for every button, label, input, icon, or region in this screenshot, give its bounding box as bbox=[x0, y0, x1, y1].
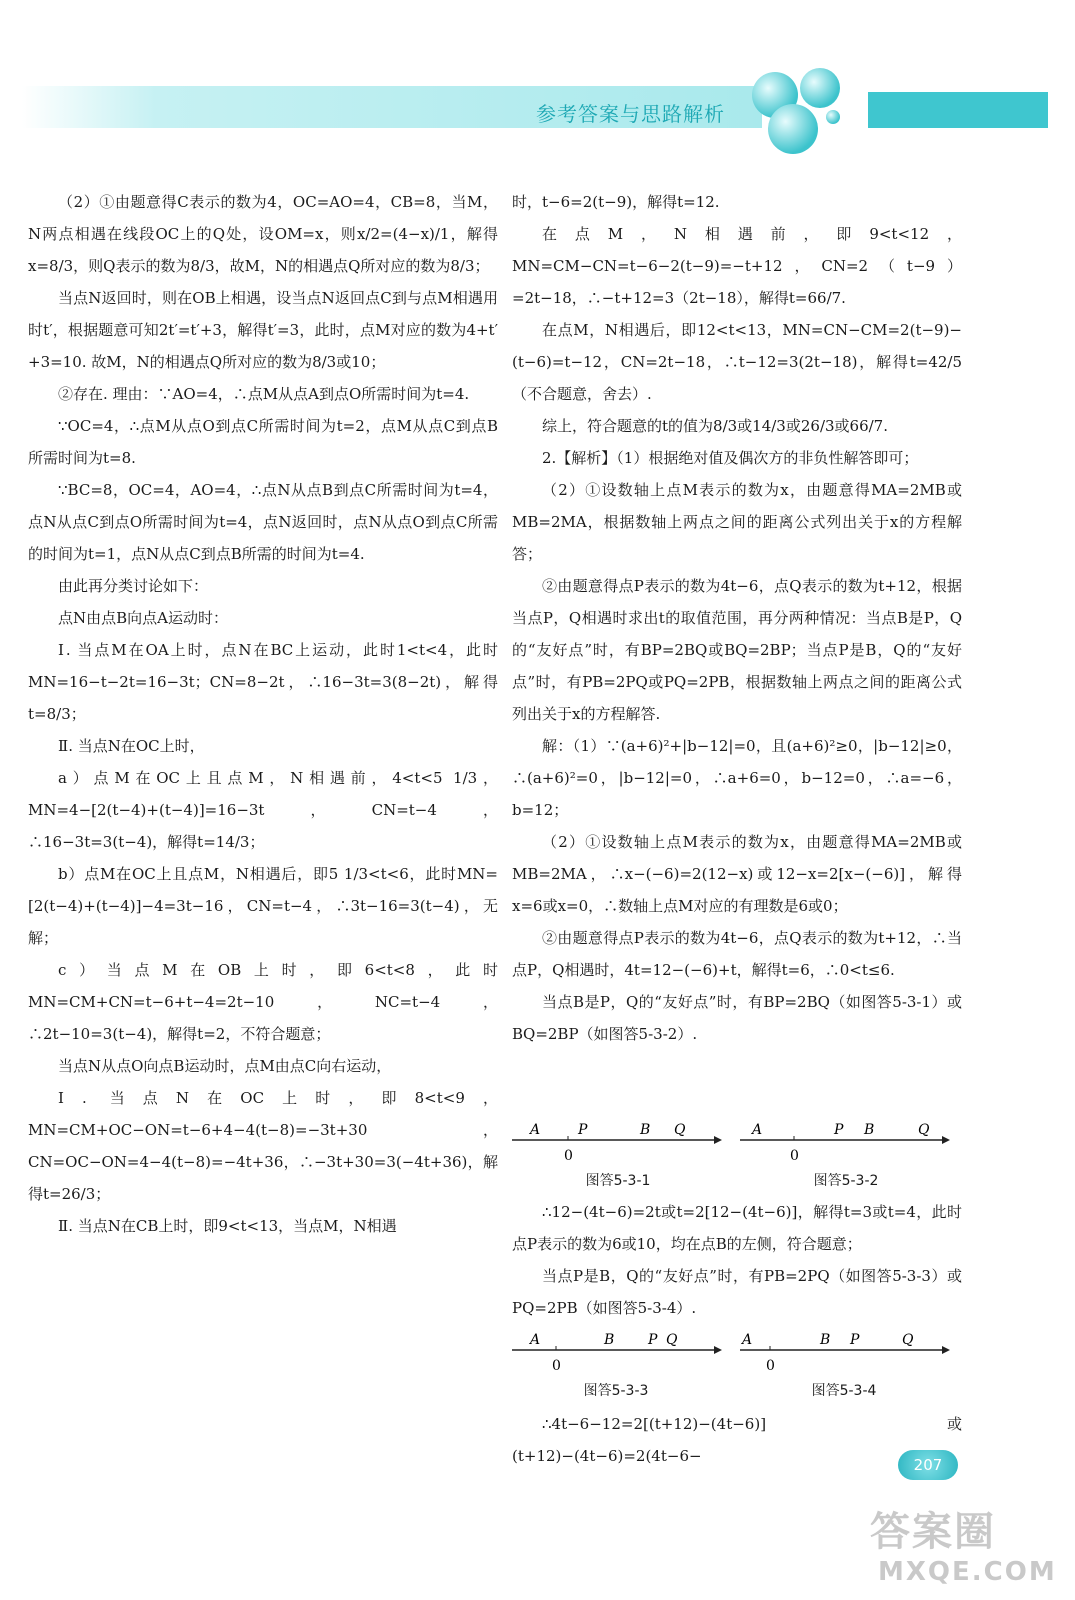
label-B: B bbox=[820, 1332, 831, 1348]
label-P: P bbox=[648, 1332, 658, 1348]
page-number: 207 bbox=[898, 1450, 958, 1480]
paragraph: a）点M在OC上且点M，N相遇前，4<t<5 1/3，MN=4−[2(t−4)+(t−4)]=16−3t，CN=t−4，∴16−3t=3(t−4)，解得t=14/3； bbox=[28, 769, 498, 851]
decor-bubble-icon bbox=[768, 104, 818, 154]
paragraph: Ⅰ. 当点M在OA上时，点N在BC上运动，此时1<t<4，此时MN=16−t−2t=16−3t；CN=8−2t，∴16−3t=3(8−2t)，解得t=8/3； bbox=[28, 641, 498, 723]
paragraph: Ⅱ. 当点N在CB上时，即9<t<13，当点M，N相遇 bbox=[58, 1217, 397, 1235]
right-column bbox=[512, 186, 962, 1050]
paragraph: 时，t−6=2(t−9)，解得t=12. bbox=[512, 193, 720, 211]
paragraph: 解：（1）∵(a+6)²+|b−12|=0，且(a+6)²≥0，|b−12|≥0，∴(a+6)²=0，|b−12|=0，∴a+6=0，b−12=0，∴a=−6，b=12； bbox=[512, 737, 962, 819]
label-B: B bbox=[640, 1122, 651, 1138]
decor-bubble-icon bbox=[800, 68, 840, 108]
paragraph: ∵OC=4，∴点M从点O到点C所需时间为t=2，点M从点C到点B所需时间为t=8. bbox=[28, 417, 498, 467]
label-A: A bbox=[530, 1332, 541, 1348]
paragraph: 综上，符合题意的t的值为8/3或14/3或26/3或66/7. bbox=[542, 417, 888, 435]
header-title: 参考答案与思路解析 bbox=[536, 102, 725, 126]
paragraph: Ⅱ. 当点N在OC上时， bbox=[58, 737, 205, 755]
paragraph: Ⅰ. 当点N在OC上时，即8<t<9，MN=CM+OC−ON=t−6+4−4(t−8)=−3t+30，CN=OC−ON=4−4(t−8)=−4t+36，∴−3t+30=3(−4t+36)，解得t=26/3； bbox=[28, 1089, 498, 1203]
paragraph: （2）①设数轴上点M表示的数为x，由题意得MA=2MB或MB=2MA，根据数轴上两点之间的距离公式列出关于x的方程解答； bbox=[512, 481, 962, 563]
figure-caption: 图答5-3-3 bbox=[583, 1383, 649, 1399]
label-A: A bbox=[742, 1332, 753, 1348]
paragraph: 在点M，N相遇前，即9<t<12，MN=CM−CN=t−6−2(t−9)=−t+12，CN=2（t−9）=2t−18，∴−t+12=3（2t−18），解得t=66/7. bbox=[512, 225, 962, 307]
paragraph: ②由题意得点P表示的数为4t−6，点Q表示的数为t+12，∴当点P，Q相遇时，4t=12−(−6)+t，解得t=6，∴0<t≤6. bbox=[512, 929, 962, 979]
number-line-figure-2 bbox=[736, 1118, 966, 1198]
number-line-3 bbox=[508, 1328, 728, 1380]
paragraph: ②存在. 理由：∵AO=4，∴点M从点A到点O所需时间为t=4. bbox=[58, 385, 470, 403]
label-zero: 0 bbox=[552, 1358, 561, 1374]
watermark-logo-text: 答案圈 bbox=[870, 1509, 996, 1555]
paragraph: 当点P是B，Q的“友好点”时，有PB=2PQ（如图答5-3-3）或PQ=2PB（如图答5-3-4）. bbox=[512, 1267, 962, 1317]
right-column-continued bbox=[512, 1196, 962, 1324]
paragraph: 由此再分类讨论如下： bbox=[58, 577, 209, 595]
label-Q: Q bbox=[902, 1332, 914, 1348]
label-zero: 0 bbox=[564, 1148, 573, 1164]
label-B: B bbox=[864, 1122, 875, 1138]
number-line-figure-4 bbox=[736, 1328, 966, 1408]
label-P: P bbox=[578, 1122, 588, 1138]
paragraph: 在点M，N相遇后，即12<t<13，MN=CN−CM=2(t−9)−(t−6)=t−12，CN=2t−18，∴t−12=3(2t−18)，解得t=42/5（不合题意，舍去）. bbox=[512, 321, 962, 403]
paragraph: （2）①由题意得C表示的数为4，OC=AO=4，CB=8，当M，N两点相遇在线段OC上的Q处，设OM=x，则x/2=(4−x)/1，解得x=8/3，则Q表示的数为8/3，故M，N的相遇点Q所对应的数为8/3； bbox=[28, 193, 498, 275]
header-accent-bar bbox=[868, 92, 1048, 128]
paragraph: 点N由点B向点A运动时： bbox=[58, 609, 228, 627]
paragraph: ∴12−(4t−6)=2t或t=2[12−(4t−6)]，解得t=3或t=4，此时点P表示的数为6或10，均在点B的左侧，符合题意； bbox=[512, 1203, 962, 1253]
number-line-figure-1 bbox=[508, 1118, 728, 1198]
left-column bbox=[28, 186, 498, 1242]
label-B: B bbox=[604, 1332, 615, 1348]
number-line-figure-3 bbox=[508, 1328, 728, 1408]
label-A: A bbox=[530, 1122, 541, 1138]
watermark bbox=[870, 1500, 1057, 1587]
paragraph: （2）①设数轴上点M表示的数为x，由题意得MA=2MB或MB=2MA，∴x−(−6)=2(12−x)或12−x=2[x−(−6)]，解得x=6或x=0，∴数轴上点M对应的有理数是6或0； bbox=[512, 833, 962, 915]
paragraph: ∴4t−6−12=2[(t+12)−(4t−6)]或(t+12)−(4t−6)=2(4t−6− bbox=[512, 1415, 962, 1465]
label-Q: Q bbox=[674, 1122, 686, 1138]
paragraph: 当点B是P，Q的“友好点”时，有BP=2BQ（如图答5-3-1）或BQ=2BP（如图答5-3-2）. bbox=[512, 993, 962, 1043]
number-line-4 bbox=[736, 1328, 966, 1380]
label-P: P bbox=[850, 1332, 860, 1348]
paragraph: 当点N返回时，则在OB上相遇，设当点N返回点C到与点M相遇用时t′，根据题意可知2t′=t′+3，解得t′=3，此时，点M对应的数为4+t′+3=10. 故M，N的相遇点Q所对应的数为8/3或10； bbox=[28, 289, 498, 371]
figure-caption: 图答5-3-4 bbox=[811, 1383, 877, 1399]
paragraph: 2.【解析】（1）根据绝对值及偶次方的非负性解答即可； bbox=[542, 449, 919, 467]
paragraph: 当点N从点O向点B运动时，点M由点C向右运动， bbox=[58, 1057, 392, 1075]
paragraph: c）当点M在OB上时，即6<t<8，此时MN=CM+CN=t−6+t−4=2t−10，NC=t−4，∴2t−10=3(t−4)，解得t=2，不符合题意； bbox=[28, 961, 498, 1043]
number-line-1 bbox=[508, 1118, 728, 1170]
watermark-url: MXQE.COM bbox=[878, 1557, 1057, 1587]
label-Q: Q bbox=[666, 1332, 678, 1348]
label-zero: 0 bbox=[766, 1358, 775, 1374]
label-P: P bbox=[834, 1122, 844, 1138]
paragraph: ②由题意得点P表示的数为4t−6，点Q表示的数为t+12，根据当点P，Q相遇时求出t的取值范围，再分两种情况：当点B是P，Q的“友好点”时，有BP=2BQ或BQ=2BP；当点P是B，Q的“友好点”时，有PB=2PQ或PQ=2PB，根据数轴上两点之间的距离公式列出关于x的方程解答. bbox=[512, 577, 962, 723]
right-column-final bbox=[512, 1408, 962, 1472]
paragraph: ∵BC=8，OC=4，AO=4，∴点N从点B到点C所需时间为t=4，点N从点C到点O所需时间为t=4，点N返回时，点N从点O到点C所需的时间为t=1，点N从点C到点B所需的时间为t=4. bbox=[28, 481, 498, 563]
decor-bubble-icon bbox=[826, 110, 840, 124]
label-zero: 0 bbox=[790, 1148, 799, 1164]
figure-caption: 图答5-3-1 bbox=[585, 1173, 651, 1189]
number-line-2 bbox=[736, 1118, 966, 1170]
paragraph: b）点M在OC上且点M，N相遇后，即5 1/3<t<6，此时MN=[2(t−4)+(t−4)]−4=3t−16，CN=t−4，∴3t−16=3(t−4)，无解； bbox=[28, 865, 498, 947]
figure-caption: 图答5-3-2 bbox=[813, 1173, 879, 1189]
label-A: A bbox=[752, 1122, 763, 1138]
label-Q: Q bbox=[918, 1122, 930, 1138]
